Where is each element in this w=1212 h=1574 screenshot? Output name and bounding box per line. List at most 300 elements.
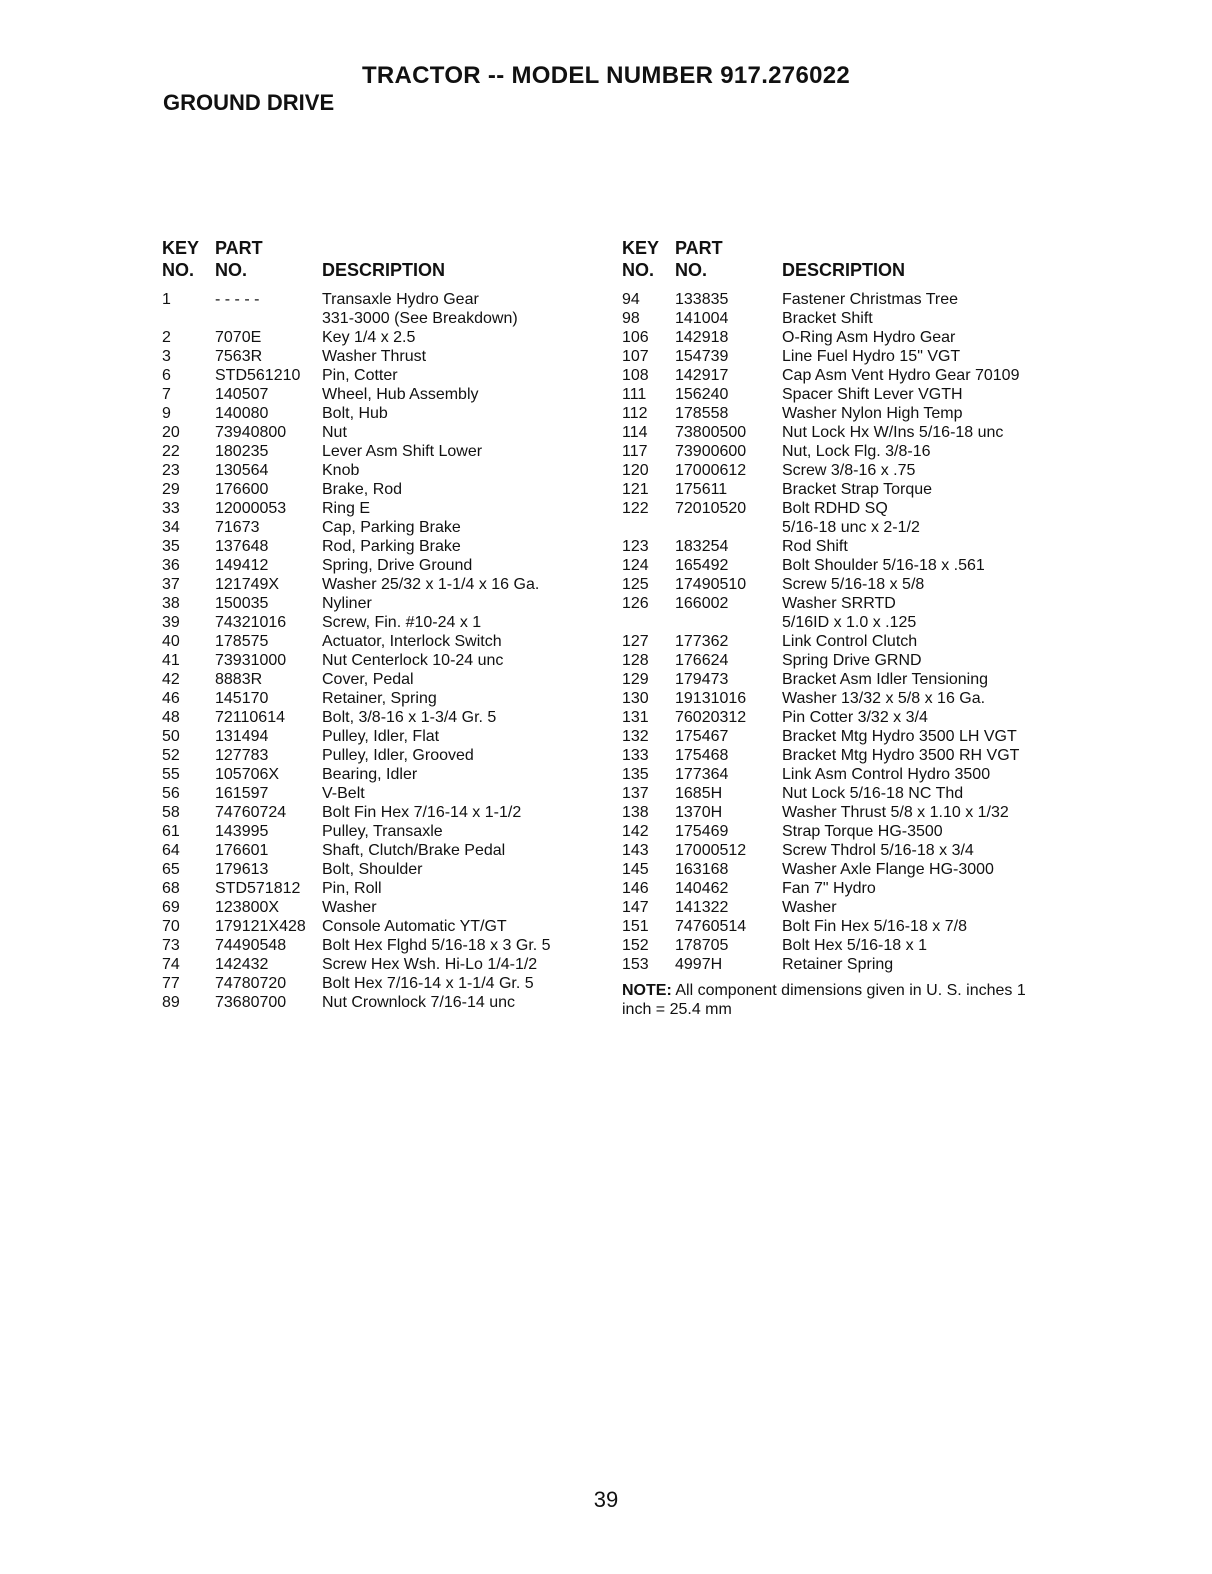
key-no-cell: 106: [622, 329, 649, 346]
table-row: [162, 632, 602, 651]
part-no-cell: 123800X: [215, 899, 280, 916]
header-key-no: NO.: [622, 260, 655, 280]
table-row: [622, 423, 1062, 442]
table-row: [622, 442, 1062, 461]
parts-table-right: [622, 238, 1062, 1019]
key-no-cell: 121: [622, 481, 649, 498]
description-cell: Pulley, Transaxle: [322, 823, 443, 840]
part-no-cell: 142917: [675, 367, 729, 384]
table-row: [622, 385, 1062, 404]
part-no-cell: 165492: [675, 557, 729, 574]
table-header: [622, 238, 1062, 290]
description-cell: Washer Thrust 5/8 x 1.10 x 1/32: [782, 804, 1009, 821]
part-no-cell: 179473: [675, 671, 729, 688]
description-cell: Spacer Shift Lever VGTH: [782, 386, 963, 403]
table-row: [622, 746, 1062, 765]
description-cell: Washer Nylon High Temp: [782, 405, 963, 422]
table-row: [162, 879, 602, 898]
description-cell: Washer: [322, 899, 377, 916]
table-row: [622, 784, 1062, 803]
key-no-cell: 7: [162, 386, 171, 403]
table-row: [622, 898, 1062, 917]
description-cell: Fan 7" Hydro: [782, 880, 876, 897]
key-no-cell: 145: [622, 861, 649, 878]
key-no-cell: 132: [622, 728, 649, 745]
table-row: [622, 670, 1062, 689]
part-no-cell: 73931000: [215, 652, 287, 669]
key-no-cell: 56: [162, 785, 180, 802]
description-cell: Cover, Pedal: [322, 671, 414, 688]
key-no-cell: 127: [622, 633, 649, 650]
parts-list-right: [622, 290, 1062, 974]
part-no-cell: 17000612: [675, 462, 747, 479]
table-row: [162, 328, 602, 347]
part-no-cell: 76020312: [675, 709, 747, 726]
table-row: [622, 917, 1062, 936]
part-no-cell: 175468: [675, 747, 729, 764]
key-no-cell: 68: [162, 880, 180, 897]
page-number: 39: [593, 1487, 619, 1512]
key-no-cell: 3: [162, 348, 171, 365]
part-no-cell: 131494: [215, 728, 269, 745]
key-no-cell: 2: [162, 329, 171, 346]
description-cell: 5/16-18 unc x 2-1/2: [782, 519, 920, 536]
description-cell: Bolt Hex Flghd 5/16-18 x 3 Gr. 5: [322, 937, 551, 954]
table-row: [162, 822, 602, 841]
table-row: [622, 708, 1062, 727]
part-no-cell: 73800500: [675, 424, 747, 441]
description-cell: Shaft, Clutch/Brake Pedal: [322, 842, 506, 859]
description-cell: Washer 25/32 x 1-1/4 x 16 Ga.: [322, 576, 540, 593]
description-cell: Screw, Fin. #10-24 x 1: [322, 614, 482, 631]
table-row: [622, 594, 1062, 613]
key-no-cell: 38: [162, 595, 180, 612]
part-no-cell: 143995: [215, 823, 269, 840]
description-cell: Brake, Rod: [322, 481, 403, 498]
description-cell: Nut Crownlock 7/16-14 unc: [322, 994, 515, 1011]
description-cell: 331-3000 (See Breakdown): [322, 310, 518, 327]
part-no-cell: 150035: [215, 595, 269, 612]
header-part: PART: [215, 238, 263, 258]
part-no-cell: 178575: [215, 633, 269, 650]
table-row: [622, 822, 1062, 841]
part-no-cell: 142432: [215, 956, 269, 973]
description-cell: Pin Cotter 3/32 x 3/4: [782, 709, 928, 726]
key-no-cell: 64: [162, 842, 180, 859]
part-no-cell: 7563R: [215, 348, 263, 365]
part-no-cell: - - - - -: [215, 291, 260, 308]
note-label: NOTE:: [622, 982, 672, 999]
table-row: [622, 860, 1062, 879]
key-no-cell: 35: [162, 538, 180, 555]
key-no-cell: 61: [162, 823, 180, 840]
key-no-cell: 73: [162, 937, 180, 954]
part-no-cell: 137648: [215, 538, 269, 555]
description-cell: Pulley, Idler, Grooved: [322, 747, 474, 764]
key-no-cell: 94: [622, 291, 640, 308]
description-cell: Key 1/4 x 2.5: [322, 329, 416, 346]
table-row: [622, 613, 1062, 632]
key-no-cell: 65: [162, 861, 180, 878]
part-no-cell: 72110614: [215, 709, 285, 726]
table-row: [162, 423, 602, 442]
description-cell: Bracket Mtg Hydro 3500 RH VGT: [782, 747, 1020, 764]
part-no-cell: 121749X: [215, 576, 280, 593]
part-no-cell: 73680700: [215, 994, 287, 1011]
table-row: [162, 309, 602, 328]
part-no-cell: 71673: [215, 519, 260, 536]
part-no-cell: STD571812: [215, 880, 301, 897]
description-cell: Pin, Roll: [322, 880, 382, 897]
description-cell: Rod Shift: [782, 538, 848, 555]
description-cell: Fastener Christmas Tree: [782, 291, 959, 308]
table-row: [162, 480, 602, 499]
key-no-cell: 1: [162, 291, 171, 308]
description-cell: Bolt RDHD SQ: [782, 500, 888, 517]
description-cell: Bolt, Hub: [322, 405, 388, 422]
key-no-cell: 98: [622, 310, 640, 327]
table-row: [622, 575, 1062, 594]
part-no-cell: 74780720: [215, 975, 287, 992]
table-row: [162, 518, 602, 537]
part-no-cell: 17000512: [675, 842, 747, 859]
part-no-cell: 19131016: [675, 690, 747, 707]
description-cell: Screw Hex Wsh. Hi-Lo 1/4-1/2: [322, 956, 538, 973]
key-no-cell: 129: [622, 671, 649, 688]
table-row: [162, 708, 602, 727]
table-row: [162, 290, 602, 309]
description-cell: Bolt Fin Hex 7/16-14 x 1-1/2: [322, 804, 522, 821]
header-key-no: NO.: [162, 260, 195, 280]
table-row: [162, 860, 602, 879]
key-no-cell: 142: [622, 823, 649, 840]
description-cell: Bolt, Shoulder: [322, 861, 423, 878]
table-row: [162, 385, 602, 404]
part-no-cell: 177364: [675, 766, 729, 783]
part-no-cell: 161597: [215, 785, 269, 802]
table-row: [162, 575, 602, 594]
header-description: DESCRIPTION: [322, 260, 446, 280]
table-row: [162, 442, 602, 461]
key-no-cell: 107: [622, 348, 649, 365]
description-cell: Bolt, 3/8-16 x 1-3/4 Gr. 5: [322, 709, 497, 726]
key-no-cell: 126: [622, 595, 649, 612]
key-no-cell: 34: [162, 519, 180, 536]
description-cell: Washer SRRTD: [782, 595, 896, 612]
key-no-cell: 124: [622, 557, 649, 574]
description-cell: Spring, Drive Ground: [322, 557, 473, 574]
description-cell: Retainer Spring: [782, 956, 894, 973]
table-row: [162, 670, 602, 689]
part-no-cell: 178705: [675, 937, 729, 954]
table-row: [162, 499, 602, 518]
table-row: [622, 689, 1062, 708]
key-no-cell: 147: [622, 899, 649, 916]
key-no-cell: 77: [162, 975, 180, 992]
key-no-cell: 74: [162, 956, 180, 973]
description-cell: Washer 13/32 x 5/8 x 16 Ga.: [782, 690, 986, 707]
description-cell: Bolt Shoulder 5/16-18 x .561: [782, 557, 985, 574]
part-no-cell: 72010520: [675, 500, 747, 517]
key-no-cell: 152: [622, 937, 649, 954]
key-no-cell: 52: [162, 747, 180, 764]
part-no-cell: 176601: [215, 842, 269, 859]
description-cell: Strap Torque HG-3500: [782, 823, 943, 840]
note: [622, 981, 1042, 1019]
table-row: [622, 803, 1062, 822]
key-no-cell: 39: [162, 614, 180, 631]
key-no-cell: 9: [162, 405, 171, 422]
table-row: [622, 765, 1062, 784]
key-no-cell: 123: [622, 538, 649, 555]
key-no-cell: 138: [622, 804, 649, 821]
key-no-cell: 41: [162, 652, 180, 669]
description-cell: Pin, Cotter: [322, 367, 398, 384]
page-title: TRACTOR -- MODEL NUMBER 917.276022: [361, 62, 851, 89]
part-no-cell: 175611: [675, 481, 728, 498]
part-no-cell: 7070E: [215, 329, 262, 346]
key-no-cell: 42: [162, 671, 180, 688]
part-no-cell: 1370H: [675, 804, 723, 821]
table-row: [622, 841, 1062, 860]
part-no-cell: 140462: [675, 880, 729, 897]
table-row: [622, 537, 1062, 556]
header-part: PART: [675, 238, 723, 258]
table-row: [622, 556, 1062, 575]
description-cell: Washer: [782, 899, 837, 916]
key-no-cell: 89: [162, 994, 180, 1011]
table-row: [622, 518, 1062, 537]
part-no-cell: 179613: [215, 861, 269, 878]
part-no-cell: 176624: [675, 652, 729, 669]
description-cell: Bracket Strap Torque: [782, 481, 933, 498]
key-no-cell: 37: [162, 576, 180, 593]
table-row: [162, 613, 602, 632]
table-row: [622, 879, 1062, 898]
header-description: DESCRIPTION: [782, 260, 906, 280]
description-cell: Bolt Hex 7/16-14 x 1-1/4 Gr. 5: [322, 975, 534, 992]
part-no-cell: 156240: [675, 386, 729, 403]
part-no-cell: 73940800: [215, 424, 287, 441]
key-no-cell: 131: [622, 709, 649, 726]
part-no-cell: 145170: [215, 690, 269, 707]
table-row: [162, 727, 602, 746]
part-no-cell: 142918: [675, 329, 729, 346]
table-row: [622, 461, 1062, 480]
description-cell: Cap Asm Vent Hydro Gear 70109: [782, 367, 1020, 384]
key-no-cell: 135: [622, 766, 649, 783]
description-cell: Bolt Hex 5/16-18 x 1: [782, 937, 927, 954]
description-cell: Lever Asm Shift Lower: [322, 443, 483, 460]
header-part-no: NO.: [675, 260, 708, 280]
key-no-cell: 120: [622, 462, 649, 479]
description-cell: Wheel, Hub Assembly: [322, 386, 479, 403]
description-cell: Ring E: [322, 500, 371, 517]
key-no-cell: 33: [162, 500, 180, 517]
part-no-cell: 176600: [215, 481, 269, 498]
table-row: [162, 993, 602, 1012]
description-cell: Bracket Asm Idler Tensioning: [782, 671, 989, 688]
table-row: [162, 841, 602, 860]
key-no-cell: 29: [162, 481, 180, 498]
key-no-cell: 128: [622, 652, 649, 669]
table-row: [622, 955, 1062, 974]
key-no-cell: 36: [162, 557, 180, 574]
table-row: [162, 898, 602, 917]
part-no-cell: 133835: [675, 291, 729, 308]
description-cell: Bracket Mtg Hydro 3500 LH VGT: [782, 728, 1017, 745]
note-text: All component dimensions given in U. S. inches 1 inch = 25.4 mm: [622, 982, 1026, 1018]
part-no-cell: 12000053: [215, 500, 287, 517]
table-row: [622, 632, 1062, 651]
description-cell: Nut: [322, 424, 347, 441]
part-no-cell: 180235: [215, 443, 269, 460]
key-no-cell: 114: [622, 424, 648, 441]
key-no-cell: 111: [622, 386, 647, 403]
parts-table-left: [162, 238, 602, 1012]
key-no-cell: 125: [622, 576, 649, 593]
table-row: [622, 404, 1062, 423]
description-cell: 5/16ID x 1.0 x .125: [782, 614, 917, 631]
part-no-cell: 175467: [675, 728, 729, 745]
key-no-cell: 46: [162, 690, 180, 707]
part-no-cell: 17490510: [675, 576, 747, 593]
key-no-cell: 55: [162, 766, 180, 783]
part-no-cell: 179121X428: [215, 918, 306, 935]
table-header: [162, 238, 602, 290]
table-row: [622, 727, 1062, 746]
description-cell: Retainer, Spring: [322, 690, 437, 707]
key-no-cell: 40: [162, 633, 180, 650]
key-no-cell: 70: [162, 918, 180, 935]
parts-list-left: [162, 290, 602, 1012]
key-no-cell: 137: [622, 785, 649, 802]
key-no-cell: 112: [622, 405, 648, 422]
description-cell: V-Belt: [322, 785, 365, 802]
table-row: [622, 366, 1062, 385]
description-cell: Nyliner: [322, 595, 372, 612]
description-cell: O-Ring Asm Hydro Gear: [782, 329, 956, 346]
key-no-cell: 50: [162, 728, 180, 745]
part-no-cell: STD561210: [215, 367, 301, 384]
part-no-cell: 130564: [215, 462, 269, 479]
part-no-cell: 140507: [215, 386, 269, 403]
description-cell: Bearing, Idler: [322, 766, 418, 783]
part-no-cell: 74760514: [675, 918, 747, 935]
table-row: [162, 784, 602, 803]
description-cell: Screw Thdrol 5/16-18 x 3/4: [782, 842, 974, 859]
description-cell: Bracket Shift: [782, 310, 873, 327]
part-no-cell: 8883R: [215, 671, 263, 688]
part-no-cell: 175469: [675, 823, 729, 840]
description-cell: Nut Lock Hx W/Ins 5/16-18 unc: [782, 424, 1004, 441]
description-cell: Knob: [322, 462, 360, 479]
header-key: KEY: [162, 238, 200, 258]
part-no-cell: 163168: [675, 861, 729, 878]
description-cell: Nut Centerlock 10-24 unc: [322, 652, 504, 669]
section-title: GROUND DRIVE: [163, 90, 335, 115]
part-no-cell: 74321016: [215, 614, 287, 631]
table-row: [622, 290, 1062, 309]
table-row: [162, 537, 602, 556]
key-no-cell: 143: [622, 842, 649, 859]
table-row: [622, 309, 1062, 328]
key-no-cell: 146: [622, 880, 649, 897]
part-no-cell: 105706X: [215, 766, 280, 783]
table-row: [162, 936, 602, 955]
part-no-cell: 4997H: [675, 956, 723, 973]
description-cell: Console Automatic YT/GT: [322, 918, 507, 935]
table-row: [162, 689, 602, 708]
description-cell: Bolt Fin Hex 5/16-18 x 7/8: [782, 918, 967, 935]
description-cell: Screw 5/16-18 x 5/8: [782, 576, 925, 593]
part-no-cell: 178558: [675, 405, 729, 422]
table-row: [162, 594, 602, 613]
table-row: [162, 955, 602, 974]
key-no-cell: 108: [622, 367, 649, 384]
key-no-cell: 133: [622, 747, 649, 764]
description-cell: Link Asm Control Hydro 3500: [782, 766, 991, 783]
key-no-cell: 20: [162, 424, 180, 441]
key-no-cell: 58: [162, 804, 180, 821]
description-cell: Nut Lock 5/16-18 NC Thd: [782, 785, 964, 802]
table-row: [162, 651, 602, 670]
table-row: [622, 347, 1062, 366]
table-row: [162, 556, 602, 575]
table-row: [162, 461, 602, 480]
table-row: [162, 366, 602, 385]
header-part-no: NO.: [215, 260, 248, 280]
description-cell: Pulley, Idler, Flat: [322, 728, 440, 745]
description-cell: Cap, Parking Brake: [322, 519, 461, 536]
part-no-cell: 154739: [675, 348, 729, 365]
table-row: [622, 936, 1062, 955]
part-no-cell: 140080: [215, 405, 269, 422]
key-no-cell: 151: [622, 918, 649, 935]
description-cell: Link Control Clutch: [782, 633, 918, 650]
key-no-cell: 153: [622, 956, 649, 973]
table-row: [162, 917, 602, 936]
description-cell: Washer Axle Flange HG-3000: [782, 861, 994, 878]
description-cell: Transaxle Hydro Gear: [322, 291, 479, 308]
part-no-cell: 183254: [675, 538, 729, 555]
part-no-cell: 177362: [675, 633, 729, 650]
description-cell: Nut, Lock Flg. 3/8-16: [782, 443, 931, 460]
part-no-cell: 74490548: [215, 937, 287, 954]
description-cell: Rod, Parking Brake: [322, 538, 461, 555]
table-row: [622, 328, 1062, 347]
description-cell: Screw 3/8-16 x .75: [782, 462, 916, 479]
table-row: [622, 480, 1062, 499]
key-no-cell: 6: [162, 367, 171, 384]
table-row: [162, 404, 602, 423]
key-no-cell: 23: [162, 462, 180, 479]
table-row: [162, 974, 602, 993]
table-row: [622, 499, 1062, 518]
part-no-cell: 1685H: [675, 785, 723, 802]
part-no-cell: 149412: [215, 557, 269, 574]
description-cell: Actuator, Interlock Switch: [322, 633, 502, 650]
key-no-cell: 22: [162, 443, 180, 460]
table-row: [162, 347, 602, 366]
key-no-cell: 48: [162, 709, 180, 726]
key-no-cell: 130: [622, 690, 649, 707]
part-no-cell: 73900600: [675, 443, 747, 460]
key-no-cell: 122: [622, 500, 649, 517]
part-no-cell: 127783: [215, 747, 269, 764]
table-row: [162, 765, 602, 784]
table-row: [162, 746, 602, 765]
